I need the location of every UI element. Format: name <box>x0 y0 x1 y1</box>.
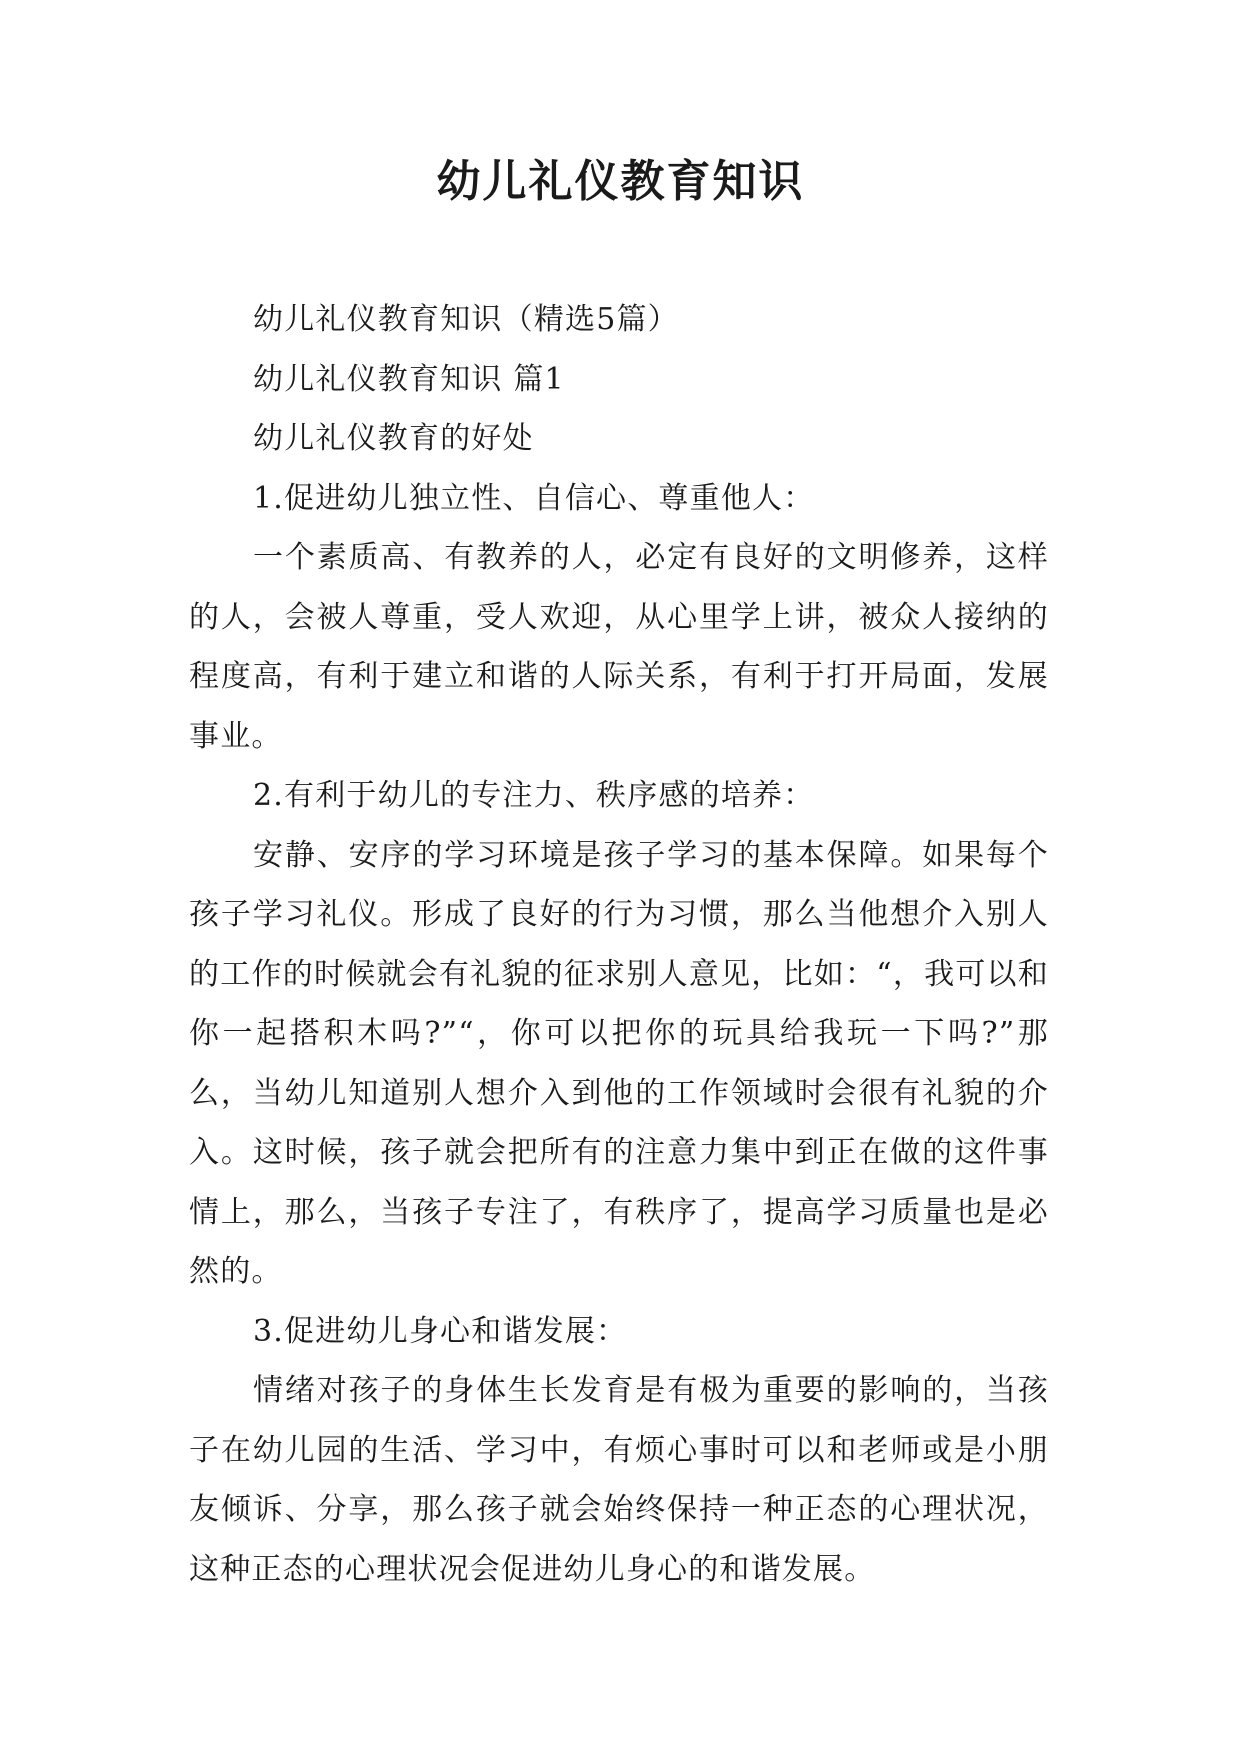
paragraph-point-2-heading: 2.有利于幼儿的专注力、秩序感的培养： <box>253 778 815 813</box>
document-body <box>189 290 1049 1599</box>
paragraph-point-1-heading: 1.促进幼儿独立性、自信心、尊重他人： <box>253 480 815 516</box>
paragraph-point-2-body: 安静、安序的学习环境是孩子学习的基本保障。如果每个孩子学习礼仪。形成了良好的行为习惯，那么当他想介入别人的工作的时候就会有礼貌的征求别人意见，比如：“，我可以和你一起搭积木吗?”“，你可以把你的玩具给我玩一下吗?”那么，当幼儿知道别人想介入到他的工作领域时会很有礼貌的介入。这时候，孩子就会把所有的注意力集中到正在做的这件事情上，那么，当孩子专注了，有秩序了，提高学习质量也是必然的。 <box>189 837 1049 1289</box>
paragraph-part-heading: 幼儿礼仪教育知识 篇1 <box>253 361 565 397</box>
document-title: 幼儿礼仪教育知识 <box>436 156 805 207</box>
paragraph-point-3-heading: 3.促进幼儿身心和谐发展： <box>253 1313 628 1349</box>
paragraph-point-3-body: 情绪对孩子的身体生长发育是有极为重要的影响的，当孩子在幼儿园的生活、学习中，有烦心事时可以和老师或是小朋友倾诉、分享，那么孩子就会始终保持一种正态的心理状况，这种正态的心理状况会促进幼儿身心的和谐发展。 <box>189 1373 1049 1587</box>
paragraph-collection-heading: 幼儿礼仪教育知识（精选5篇） <box>253 302 679 337</box>
paragraph-point-1-body: 一个素质高、有教养的人，必定有良好的文明修养，这样的人，会被人尊重，受人欢迎，从心里学上讲，被众人接纳的程度高，有利于建立和谐的人际关系，有利于打开局面，发展事业。 <box>189 540 1049 754</box>
paragraph-section-heading: 幼儿礼仪教育的好处 <box>253 421 534 456</box>
